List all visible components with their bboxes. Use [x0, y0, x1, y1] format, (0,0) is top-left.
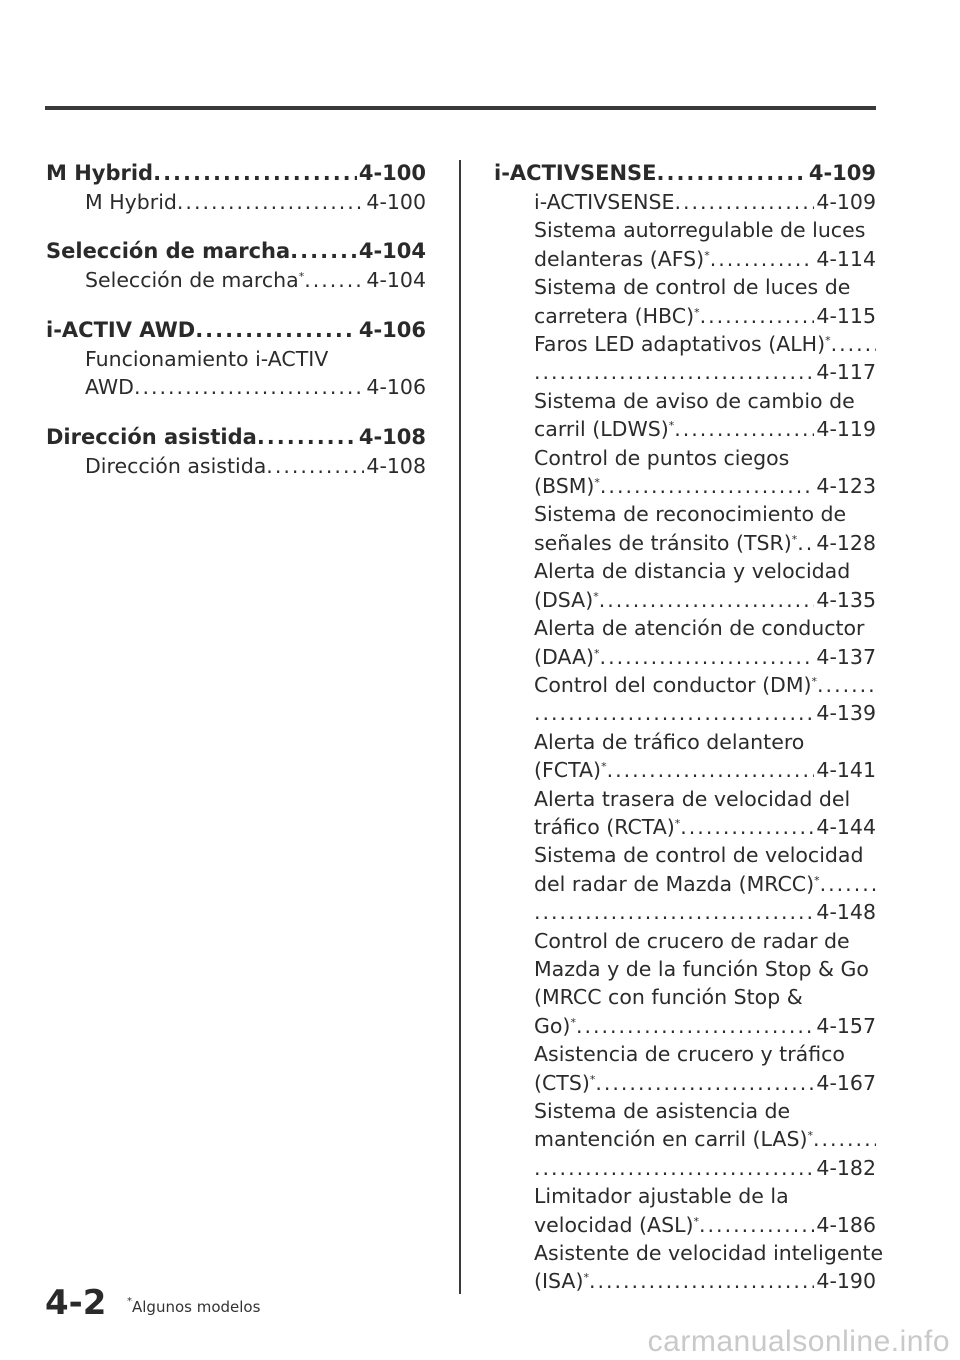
toc-entry-text: (FCTA) — [534, 758, 602, 783]
dot-leader — [595, 1069, 814, 1097]
toc-entry-text-wrap — [534, 1012, 576, 1040]
toc-entry-line: Asistente de velocidad inteligente — [534, 1241, 884, 1266]
toc-section-heading-text: Selección de marcha — [46, 239, 291, 264]
toc-entry[interactable] — [46, 452, 426, 480]
toc-entry[interactable] — [494, 1267, 876, 1295]
toc-entry-line: Control de puntos ciegos — [534, 445, 790, 470]
toc-section-heading-page: 4-109 — [808, 161, 876, 185]
asterisk-mark: * — [298, 270, 305, 284]
toc-entry-page: 4-141 — [816, 758, 876, 783]
toc-right-column — [494, 158, 884, 1296]
toc-entry-page-line[interactable] — [494, 358, 876, 386]
toc-entry-page: 4-157 — [816, 1013, 876, 1038]
dot-leader — [674, 188, 814, 216]
toc-entry-text-wrap — [534, 415, 674, 443]
toc-section-heading[interactable] — [46, 236, 426, 266]
asterisk-mark: * — [791, 532, 798, 546]
dot-leader — [831, 330, 876, 358]
asterisk-mark: * — [668, 419, 675, 433]
toc-entry-page: 4-167 — [816, 1070, 876, 1095]
toc-entry-line: Sistema de control de luces de — [534, 275, 851, 300]
dot-leader — [134, 373, 364, 401]
toc-section-heading-page: 4-100 — [358, 161, 426, 185]
toc-entry-page-line[interactable] — [494, 898, 876, 926]
toc-entry[interactable] — [494, 586, 876, 614]
dot-leader — [195, 315, 357, 345]
toc-entry-line: Control de crucero de radar de — [534, 928, 850, 953]
toc-entry-text-wrap — [534, 529, 797, 557]
toc-entry[interactable] — [46, 373, 426, 401]
toc-entry-line: Sistema autorregulable de luces — [534, 218, 866, 243]
dot-leader — [576, 1012, 814, 1040]
toc-entry-text: del radar de Mazda (MRCC) — [534, 871, 815, 896]
toc-entry-text: (CTS) — [534, 1070, 590, 1095]
toc-entry-text: Go) — [534, 1013, 571, 1038]
dot-leader — [153, 158, 357, 188]
toc-entry — [494, 1125, 876, 1153]
toc-entry-line: Asistencia de crucero y tráfico — [534, 1042, 845, 1067]
toc-entry-text-wrap — [534, 671, 817, 699]
toc-section — [46, 236, 426, 294]
toc-entry-page: 4-108 — [366, 453, 426, 478]
toc-entry-text-wrap — [534, 330, 831, 358]
column-divider — [459, 160, 461, 1294]
toc-section-heading[interactable] — [46, 315, 426, 345]
toc-section — [46, 158, 426, 216]
dot-leader — [820, 870, 876, 898]
toc-entry-text: mantención en carril (LAS) — [534, 1127, 808, 1152]
toc-entry-text-wrap — [534, 1069, 595, 1097]
toc-entry[interactable] — [494, 756, 876, 784]
toc-entry-text: velocidad (ASL) — [534, 1212, 694, 1237]
asterisk-mark: * — [807, 1129, 813, 1143]
toc-entry-page: 4-190 — [816, 1269, 876, 1294]
toc-entry-text-wrap — [534, 1211, 699, 1239]
toc-entry[interactable] — [494, 188, 876, 216]
toc-entry-text-wrap — [534, 870, 820, 898]
toc-entry-line: Sistema de asistencia de — [534, 1099, 791, 1123]
toc-entry — [494, 330, 876, 358]
toc-entry-page-line-page: 4-139 — [816, 701, 876, 726]
toc-entry-line: Alerta de distancia y velocidad — [534, 559, 851, 584]
header-rule — [45, 106, 876, 110]
dot-leader — [290, 236, 357, 266]
toc-entry-text: Dirección asistida — [85, 453, 267, 478]
toc-entry-page-line-page: 4-117 — [816, 360, 876, 385]
dot-leader — [304, 266, 364, 294]
toc-entry-page-line[interactable] — [494, 1154, 876, 1182]
dot-leader — [600, 643, 815, 671]
toc-entry[interactable] — [494, 643, 876, 671]
toc-entry-text-wrap — [534, 472, 600, 500]
toc-entry-text-wrap — [534, 643, 600, 671]
toc-entry-text: delanteras (AFS) — [534, 246, 705, 271]
toc-entry-line: Sistema de aviso de cambio de — [534, 388, 855, 413]
toc-entry-page: 4-115 — [816, 303, 876, 328]
toc-entry-page: 4-128 — [816, 530, 876, 555]
asterisk-mark: * — [593, 589, 599, 603]
toc-entry-text: (ISA) — [534, 1269, 584, 1294]
toc-entry-page: 4-123 — [816, 474, 876, 499]
toc-entry-text: Faros LED adaptativos (ALH) — [534, 332, 826, 357]
toc-entry-page-line[interactable] — [494, 699, 876, 727]
footnote — [127, 1298, 260, 1316]
dot-leader — [266, 452, 364, 480]
toc-entry-text: (DSA) — [534, 587, 594, 612]
toc-entry-text-wrap — [534, 1125, 813, 1153]
footnote-star: * — [127, 1296, 132, 1307]
asterisk-mark: * — [594, 476, 600, 490]
dot-leader — [656, 158, 806, 188]
toc-entry-text-wrap — [534, 813, 680, 841]
dot-leader — [797, 529, 814, 557]
toc-section-heading-text: M Hybrid — [46, 161, 154, 185]
dot-leader — [710, 245, 815, 273]
toc-entry-page-line-page: 4-148 — [816, 900, 876, 925]
toc-entry-line: Sistema de reconocimiento de — [534, 502, 847, 527]
asterisk-mark: * — [570, 1015, 576, 1029]
toc-entry-text-wrap — [534, 1267, 589, 1295]
dot-leader — [674, 415, 814, 443]
dot-leader — [589, 1267, 814, 1295]
toc-entry-page: 4-109 — [816, 190, 876, 214]
toc-entry-line: Sistema de control de velocidad — [534, 843, 864, 868]
dot-leader — [257, 422, 357, 452]
toc-entry[interactable] — [494, 245, 876, 273]
toc-entry[interactable] — [494, 472, 876, 500]
asterisk-mark: * — [814, 873, 820, 887]
toc-section-heading-page: 4-106 — [358, 317, 426, 342]
toc-section-heading[interactable] — [46, 158, 426, 188]
asterisk-mark: * — [601, 760, 607, 774]
dot-leader — [600, 472, 815, 500]
toc-entry-page: 4-137 — [816, 644, 876, 669]
toc-entry-page-line-page: 4-182 — [816, 1155, 876, 1180]
toc-section — [46, 422, 426, 480]
page-number: 4-2 — [45, 1283, 107, 1323]
asterisk-mark: * — [693, 1214, 700, 1228]
toc-entry-line: (MRCC con función Stop & — [534, 985, 803, 1010]
toc-entry-line: Mazda y de la función Stop & Go — [534, 956, 869, 981]
toc-entry[interactable] — [494, 813, 876, 841]
toc-entry-page: 4-106 — [366, 375, 426, 400]
toc-entry-text-wrap — [85, 266, 304, 294]
asterisk-mark: * — [694, 305, 700, 319]
dot-leader — [699, 1211, 814, 1239]
dot-leader — [534, 358, 814, 386]
toc-section-heading[interactable] — [46, 422, 426, 452]
toc-section-heading-page: 4-104 — [358, 239, 426, 264]
toc-entry[interactable] — [494, 529, 876, 557]
dot-leader — [534, 898, 814, 926]
toc-entry-text: carretera (HBC) — [534, 303, 695, 328]
toc-entry-line: Limitador ajustable de la — [534, 1184, 789, 1209]
toc-left-column — [46, 158, 426, 500]
asterisk-mark: * — [811, 674, 818, 688]
toc-section-heading-text: i-ACTIVSENSE — [494, 161, 657, 185]
toc-entry[interactable] — [494, 1012, 876, 1040]
toc-entry-text: Control del conductor (DM) — [534, 672, 812, 697]
toc-entry-text: carril (LDWS) — [534, 417, 669, 442]
toc-entry-page: 4-119 — [816, 417, 876, 442]
toc-entry-text: (BSM) — [534, 474, 595, 499]
dot-leader — [813, 1125, 876, 1153]
dot-leader — [599, 586, 815, 614]
dot-leader — [700, 302, 815, 330]
dot-leader — [817, 671, 876, 699]
toc-entry[interactable] — [494, 415, 876, 443]
toc-section-heading[interactable] — [494, 158, 876, 188]
toc-entry-text: señales de tránsito (TSR) — [534, 530, 792, 555]
toc-entry-text-wrap — [534, 302, 700, 330]
asterisk-mark: * — [589, 1072, 596, 1086]
toc-entry — [494, 671, 876, 699]
dot-leader — [607, 756, 815, 784]
asterisk-mark: * — [594, 646, 600, 660]
toc-entry[interactable] — [46, 266, 426, 294]
toc-entry-page: 4-135 — [816, 587, 876, 612]
toc-entry-text: (DAA) — [534, 644, 595, 669]
asterisk-mark: * — [674, 816, 681, 830]
asterisk-mark: * — [825, 334, 831, 348]
toc-entry-line: Alerta de atención de conductor — [534, 616, 865, 641]
toc-entry-text-wrap — [534, 756, 607, 784]
toc-entry-text: Selección de marcha — [85, 268, 299, 293]
toc-entry[interactable] — [46, 188, 426, 216]
toc-entry-text-wrap — [534, 245, 710, 273]
dot-leader — [177, 188, 365, 216]
toc-section — [46, 315, 426, 402]
toc-section-heading-text: i-ACTIV AWD — [46, 317, 196, 342]
toc-entry-text: tráfico (RCTA) — [534, 814, 675, 839]
footnote-text: Algunos modelos — [132, 1298, 261, 1316]
toc-section-heading-page: 4-108 — [358, 424, 426, 449]
toc-entry-line: Funcionamiento i-ACTIV — [85, 346, 329, 371]
toc-entry-text: AWD — [85, 375, 134, 400]
toc-entry[interactable] — [494, 1069, 876, 1097]
toc-section-heading-text: Dirección asistida — [46, 424, 257, 449]
toc-entry — [494, 870, 876, 898]
dot-leader — [680, 813, 814, 841]
toc-entry-line: Alerta trasera de velocidad del — [534, 786, 851, 811]
dot-leader — [534, 1154, 814, 1182]
toc-section — [494, 158, 884, 1296]
toc-entry[interactable] — [494, 302, 876, 330]
watermark: carmanualsonline.info — [647, 1325, 950, 1358]
toc-entry-page: 4-144 — [816, 814, 876, 839]
toc-entry-text-wrap — [534, 586, 599, 614]
toc-entry-text: M Hybrid — [85, 190, 177, 214]
asterisk-mark: * — [583, 1271, 589, 1285]
toc-entry-page: 4-114 — [816, 246, 876, 271]
asterisk-mark: * — [704, 248, 710, 262]
toc-entry-page: 4-104 — [366, 268, 426, 293]
toc-entry-text: i-ACTIVSENSE — [534, 190, 675, 214]
toc-entry-page: 4-100 — [366, 190, 426, 214]
toc-entry-page: 4-186 — [816, 1212, 876, 1237]
toc-entry[interactable] — [494, 1211, 876, 1239]
toc-entry-line: Alerta de tráfico delantero — [534, 729, 805, 754]
dot-leader — [534, 699, 814, 727]
